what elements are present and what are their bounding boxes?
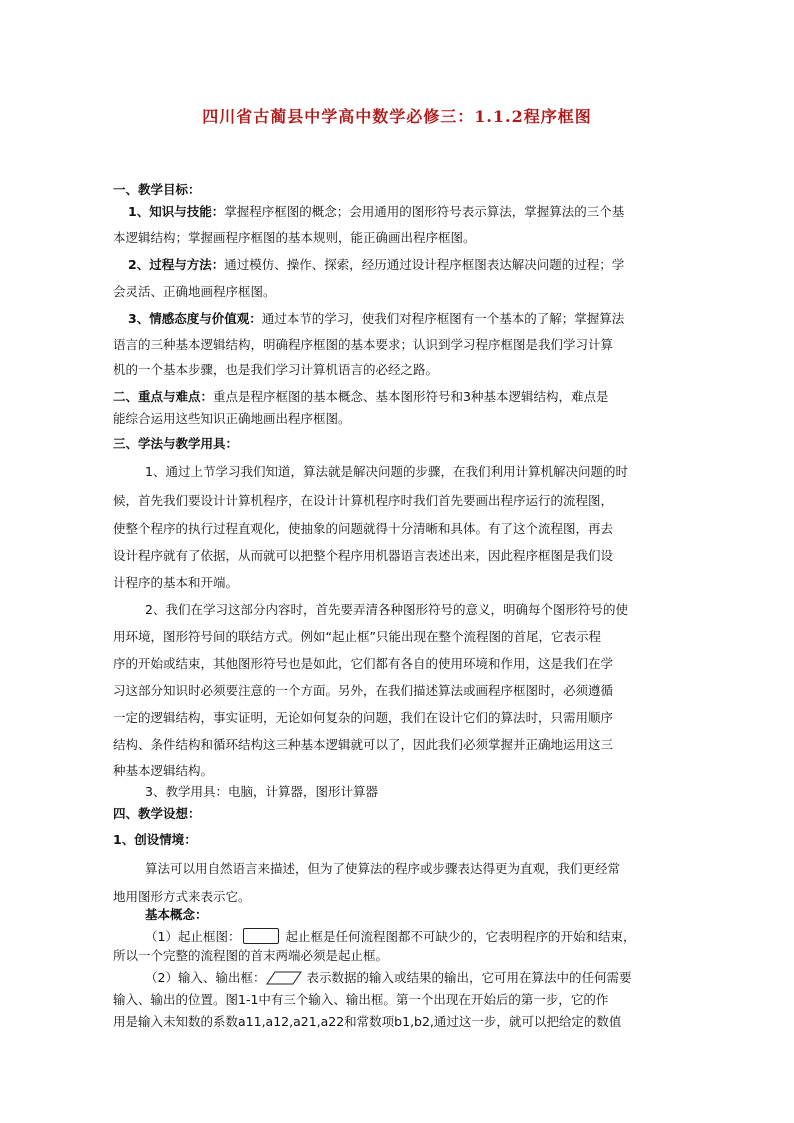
objective-3-text-cont-1: 语言的三种基本逻辑结构，明确程序框图的基本要求；认识到学习程序框图是我们学习计算 [113,337,614,352]
concept-1-line [145,928,635,945]
objective-3-line [128,311,624,327]
key-points-line [113,389,608,405]
objective-3-label: 3、情感态度与价值观： [128,311,262,326]
objective-2-text: 通过模仿、操作、探索，经历通过设计程序框图表达解决问题的过程；学 [224,257,625,272]
section-heading-key-points: 二、重点与难点： [113,389,214,404]
terminal-box-icon [243,928,279,944]
methods-p1-line-4: 设计程序就有了依据，从而就可以把整个程序用机器语言表述出来，因此程序框图是我们设 [113,548,614,563]
concept-1-label: （1）起止框图： [145,929,241,944]
concept-2-text-cont-1: 输入、输出的位置。图1-1中有三个输入、输出框。第一个出现在开始后的第一步，它的作 [113,992,609,1007]
objective-1-text: 掌握程序框图的概念；会用通用的图形符号表示算法，掌握算法的三个基 [224,204,625,219]
methods-p1-line-2: 候，首先我们要设计计算机程序，在设计计算机程序时我们首先要画出程序运行的流程图， [113,493,614,508]
basic-concept-heading: 基本概念： [145,907,208,922]
methods-p2-line-5: 一定的逻辑结构，事实证明，无论如何复杂的问题，我们在设计它们的算法时，只需用顺序 [113,710,614,725]
subheading-scenario: 1、创设情境： [113,832,197,847]
objective-1-text-cont: 本逻辑结构；掌握画程序框图的基本规则，能正确画出程序框图。 [113,230,476,245]
methods-p2-line-3: 序的开始或结束，其他图形符号也是如此，它们都有各自的使用环境和作用，这是我们在学 [113,656,614,671]
methods-p1-line-5: 计程序的基本和开端。 [113,575,239,590]
objective-2-line [128,257,624,273]
scenario-line-1: 算法可以用自然语言来描述，但为了使算法的程序或步骤表达得更为直观，我们更经常 [145,861,621,876]
concept-2-text: 表示数据的输入或结果的输出，它可用在算法中的任何需要 [306,970,632,985]
objective-2-label: 2、过程与方法： [128,257,225,272]
methods-p2-line-6: 结构、条件结构和循环结构这三种基本逻辑就可以了，因此我们必须掌握并正确地运用这三 [113,737,614,752]
methods-p2-line-2: 用环境，图形符号间的联结方式。例如“起止框”只能出现在整个流程图的首尾，它表示程 [113,629,601,644]
objective-3-text: 通过本节的学习，使我们对程序框图有一个基本的了解；掌握算法 [261,311,625,326]
teaching-tools: 3、教学用具：电脑，计算器，图形计算器 [145,784,378,799]
methods-p1-line-3: 使整个程序的执行过程直观化，使抽象的问题就得十分清晰和具体。有了这个流程图，再去 [113,521,614,536]
scenario-line-2: 地用图形方式来表示它。 [113,889,251,904]
concept-2-line [145,970,631,986]
concept-1-text-cont: 所以一个完整的流程图的首末两端必须是起止框。 [113,948,389,963]
key-points-text-cont: 能综合运用这些知识正确地画出程序框图。 [113,411,351,426]
objective-2-text-cont: 会灵活、正确地画程序框图。 [113,284,276,299]
page-title: 四川省古蔺县中学高中数学必修三：1.1.2程序框图 [202,107,592,126]
section-heading-methods: 三、学法与教学用具： [113,436,239,451]
key-points-text: 重点是程序框图的基本概念、基本图形符号和3种基本逻辑结构，难点是 [213,389,609,404]
section-heading-design: 四、教学设想： [113,806,201,821]
methods-p2-line-1: 2、我们在学习这部分内容时，首先要弄清各种图形符号的意义，明确每个图形符号的使 [145,602,628,617]
concept-2-label: （2）输入、输出框： [145,970,266,985]
section-heading-objectives: 一、教学目标： [113,182,201,197]
objective-3-text-cont-2: 机的一个基本步骤，也是我们学习计算机语言的必经之路。 [113,362,439,377]
methods-p2-line-7: 种基本逻辑结构。 [113,763,214,778]
concept-2-text-cont-2: 用是输入未知数的系数a11,a12,a21,a22和常数项b1,b2,通过这一步，就可以把给定的数值 [113,1014,622,1029]
objective-1-label: 1、知识与技能： [128,204,225,219]
objective-1-line [128,204,624,220]
methods-p1-line-1: 1、通过上节学习我们知道，算法就是解决问题的步骤，在我们利用计算机解决问题的时 [145,464,628,479]
methods-p2-line-4: 习这部分知识时必须要注意的一个方面。另外，在我们描述算法或画程序框图时，必须遵循 [113,683,614,698]
parallelogram-io-icon [266,971,302,985]
concept-1-text: 起止框是任何流程图都不可缺少的，它表明程序的开始和结束， [285,929,636,944]
